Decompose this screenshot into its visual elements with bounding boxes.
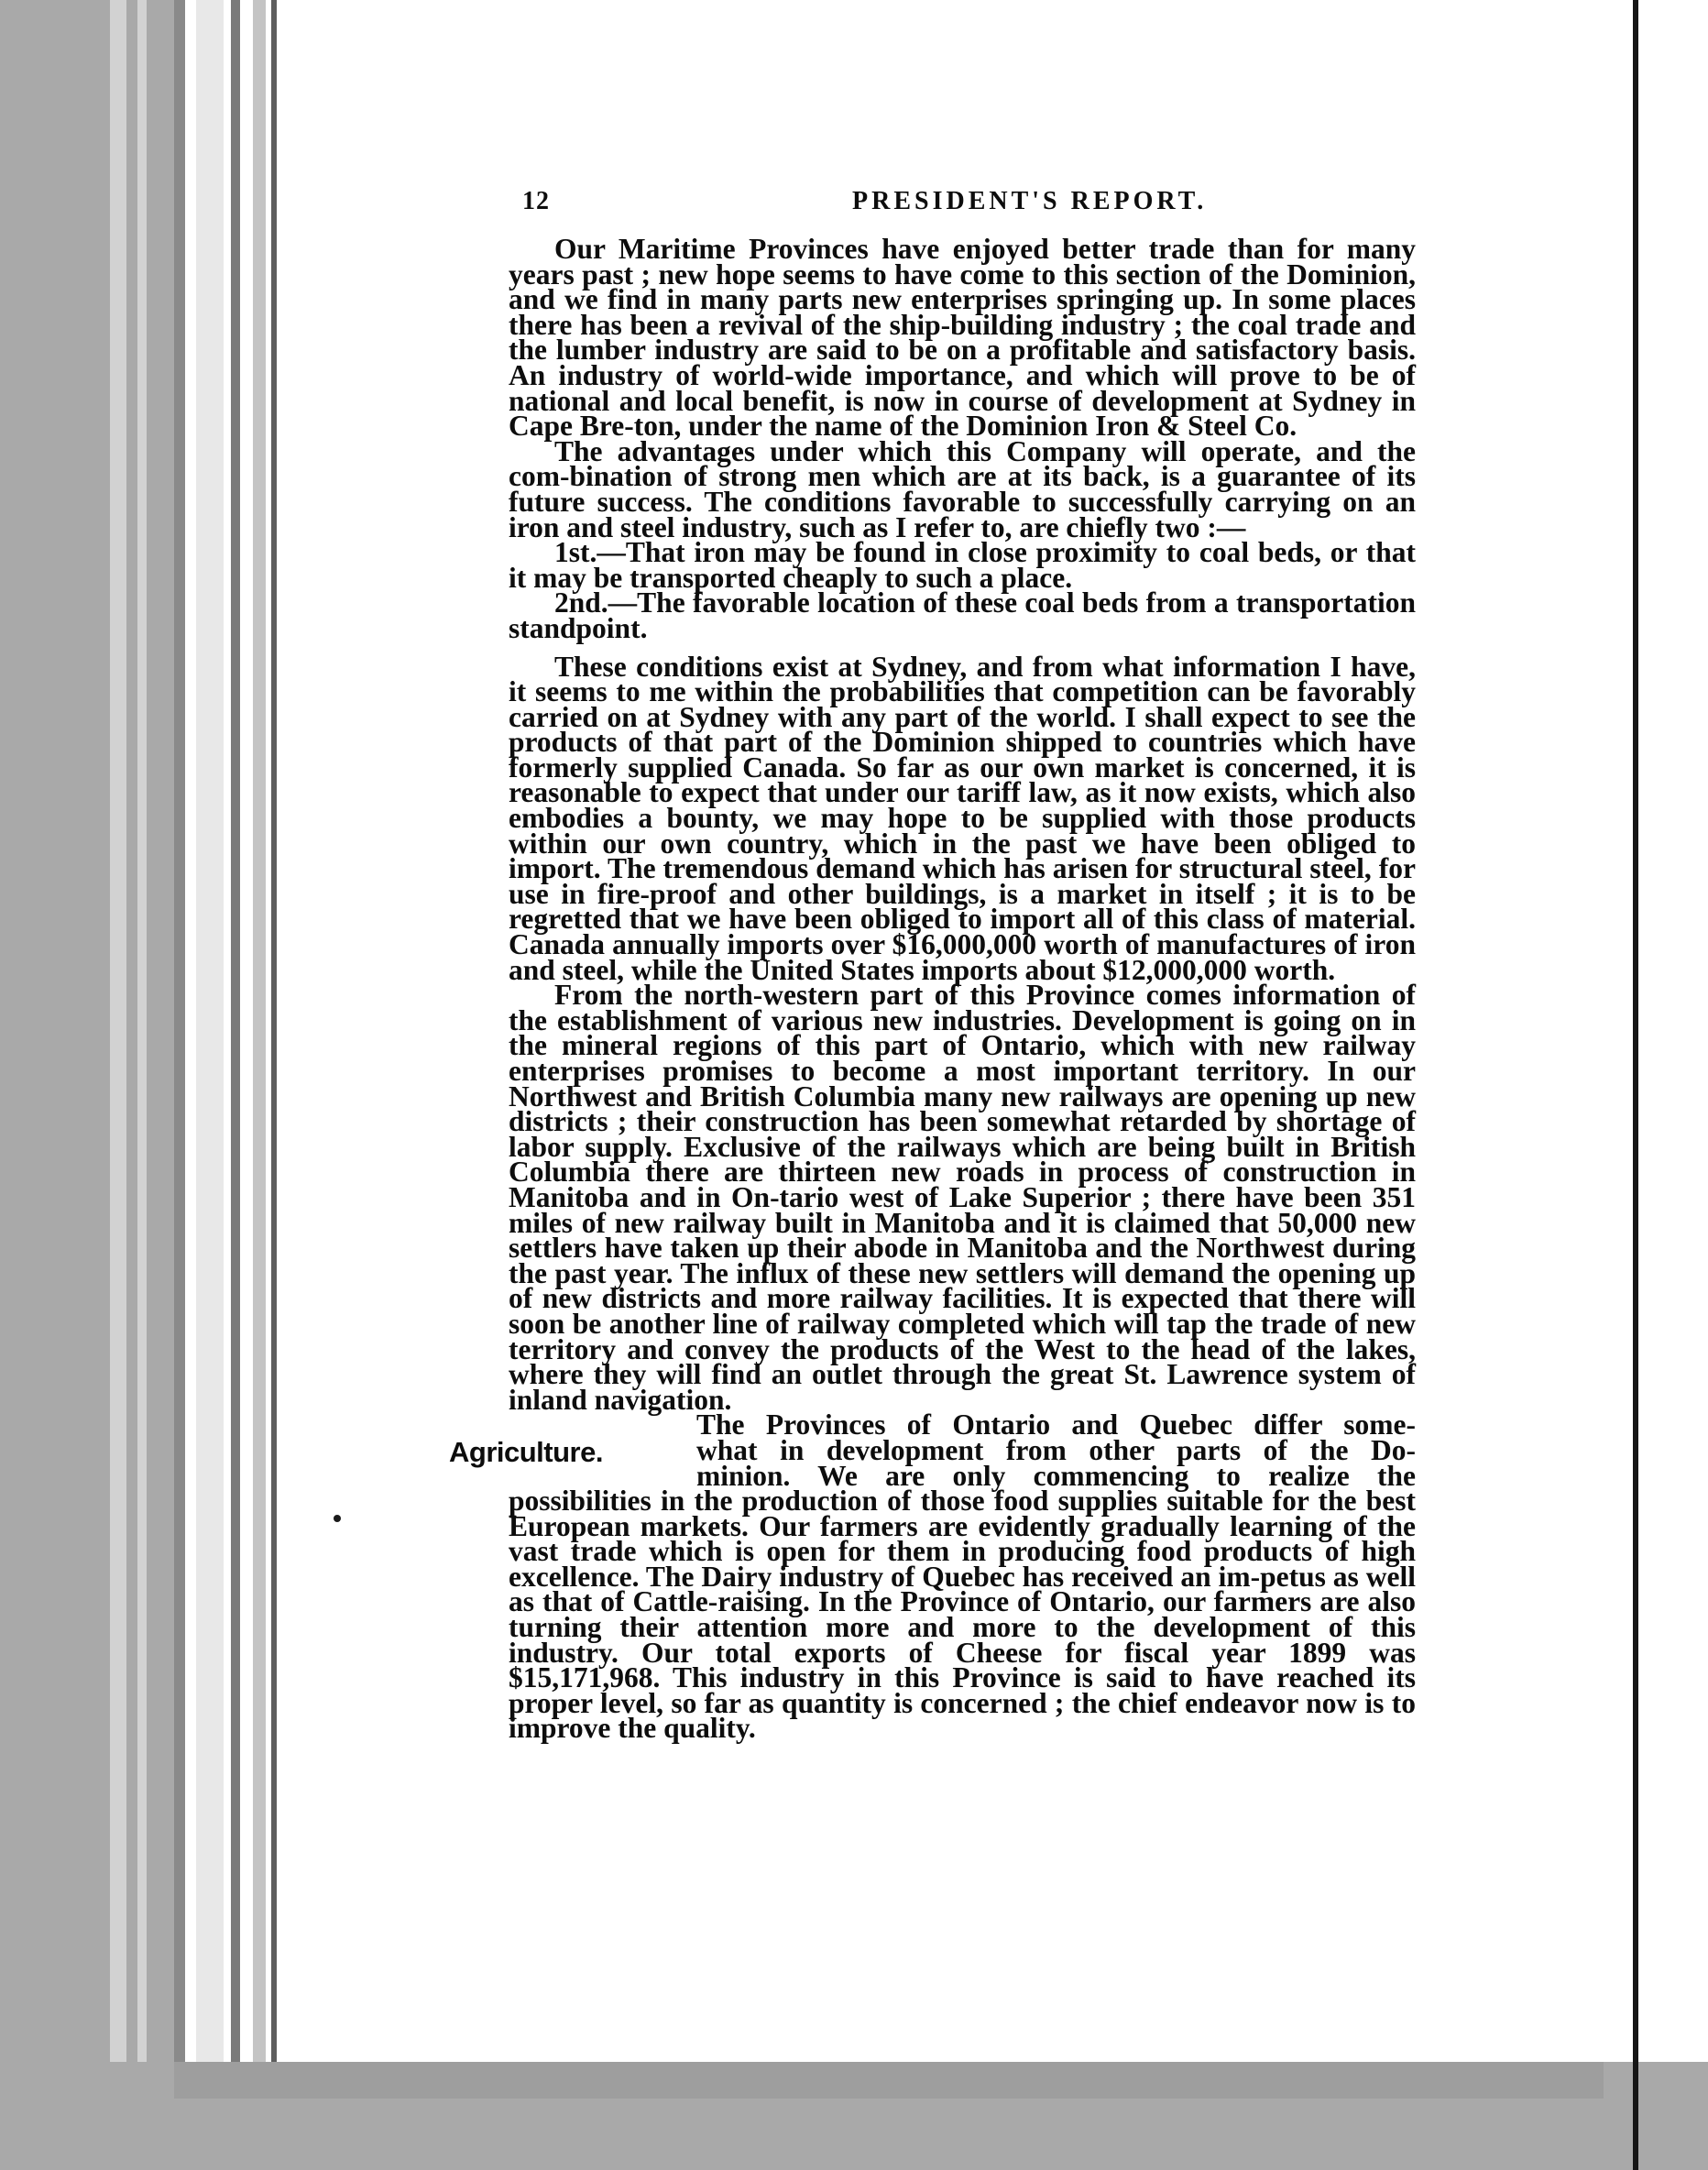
paragraph: possibilities in the production of those food supplies suitable for the best European markets. Our farmers are evidently gradually learning of the vast trade which is open for them in producing food products of high excellence. The Dairy industry of Quebec has received an im-petus as well as that of Cattle-raising. In the Province of Ontario, our farmers are also turning their attention more and more to the development of this industry. Our total exports of Cheese for fiscal year 1899 was $15,171,968. This industry in this Province is said to have reached its proper level, so far as quantity is concerned ; the chief endeavor now is to improve the quality. [509, 1485, 1416, 1745]
page-edge-stripe [110, 0, 126, 2062]
hang-line: The Provinces of Ontario and Quebec differ some- [696, 1408, 1416, 1441]
hang-line: what in development from other parts of the Do- [696, 1433, 1416, 1466]
hang-line: minion. We are only commencing to realize the [696, 1459, 1416, 1492]
page-edge-dark [231, 0, 240, 2080]
paragraph: The advantages under which this Company will operate, and the com-bination of strong men which are at its back, is a guarantee of its future success. The conditions favorable to successfully carrying on an iron and steel industry, such as I refer to, are chiefly two :— [509, 434, 1416, 543]
bottom-edge-inner [174, 2062, 1604, 2099]
paragraph: 1st.—That iron may be found in close proximity to coal beds, or that it may be transported cheaply to such a place. [509, 536, 1416, 594]
book-edge-left [0, 0, 174, 2170]
page-number: 12 [522, 187, 550, 215]
gutter-rule [1633, 0, 1638, 2170]
paragraph: 2nd.—The favorable location of these coal beds from a transportation standpoint. [509, 586, 1416, 644]
paragraph: Our Maritime Provinces have enjoyed better trade than for many years past ; new hope seems to have come to this section of the Dominion, and we find in many parts new enterprises springing up. In some places there has been a revival of the ship-building industry ; the coal trade and the lumber industry are said to be on a profitable and satisfactory basis. An industry of world-wide importance, and which will prove to be of national and local benefit, is now in course of development at Sydney in Cape Bre-ton, under the name of the Dominion Iron & Steel Co. [509, 233, 1416, 443]
page-edge-light [253, 0, 266, 2099]
page-edge-light [196, 0, 224, 2071]
side-heading: Agriculture. [449, 1436, 603, 1469]
agriculture-section [449, 1408, 1416, 1745]
page-edge-stripe [137, 0, 147, 2062]
book-edge-bottom [0, 2062, 1708, 2170]
body-text [449, 233, 1416, 1745]
paragraph: From the north-western part of this Province comes information of the establishment of various new industries. Development is going on in the mineral regions of this part of Ontario, which with new railway enterprises promises to become a most important territory. In our Northwest and British Columbia many new railways are opening up new districts ; their construction has been somewhat retarded by shortage of labor supply. Exclusive of the railways which are being built in British Columbia there are thirteen new roads in process of construction in Manitoba and in On-tario west of Lake Superior ; there have been 351 miles of new railway built in Manitoba and it is claimed that 50,000 new settlers have taken up their abode in Manitoba and the Northwest during the past year. The influx of these new settlers will demand the opening up of new districts and more railway facilities. It is expected that there will soon be another line of railway completed which will tap the trade of new territory and convey the products of the West to the head of the lakes, where they will find an outlet through the great St. Lawrence system of inland navigation. [509, 979, 1416, 1416]
margin-bullet [334, 1515, 341, 1522]
running-head: PRESIDENT'S REPORT. [852, 187, 1208, 215]
page-edge-shadow [174, 0, 185, 2062]
paragraph: These conditions exist at Sydney, and from what information I have, it seems to me within the probabilities that competition can be favorably carried on at Sydney with any part of the world. I shall expect to see the products of that part of the Dominion shipped to countries which have formerly supplied Canada. So far as our own market is concerned, it is reasonable to expect that under our tariff law, as it now exists, which also embodies a bounty, we may hope to be supplied with those products within our own country, which in the past we have been obliged to import. The tremendous demand which has arisen for structural steel, for use in fire-proof and other buildings, is a market in itself ; it is to be regretted that we have been obliged to import all of this class of material. Canada annually imports over $16,000,000 worth of manufactures of iron and steel, while the United States imports about $12,000,000 worth. [509, 650, 1416, 986]
page-header [522, 187, 1402, 224]
